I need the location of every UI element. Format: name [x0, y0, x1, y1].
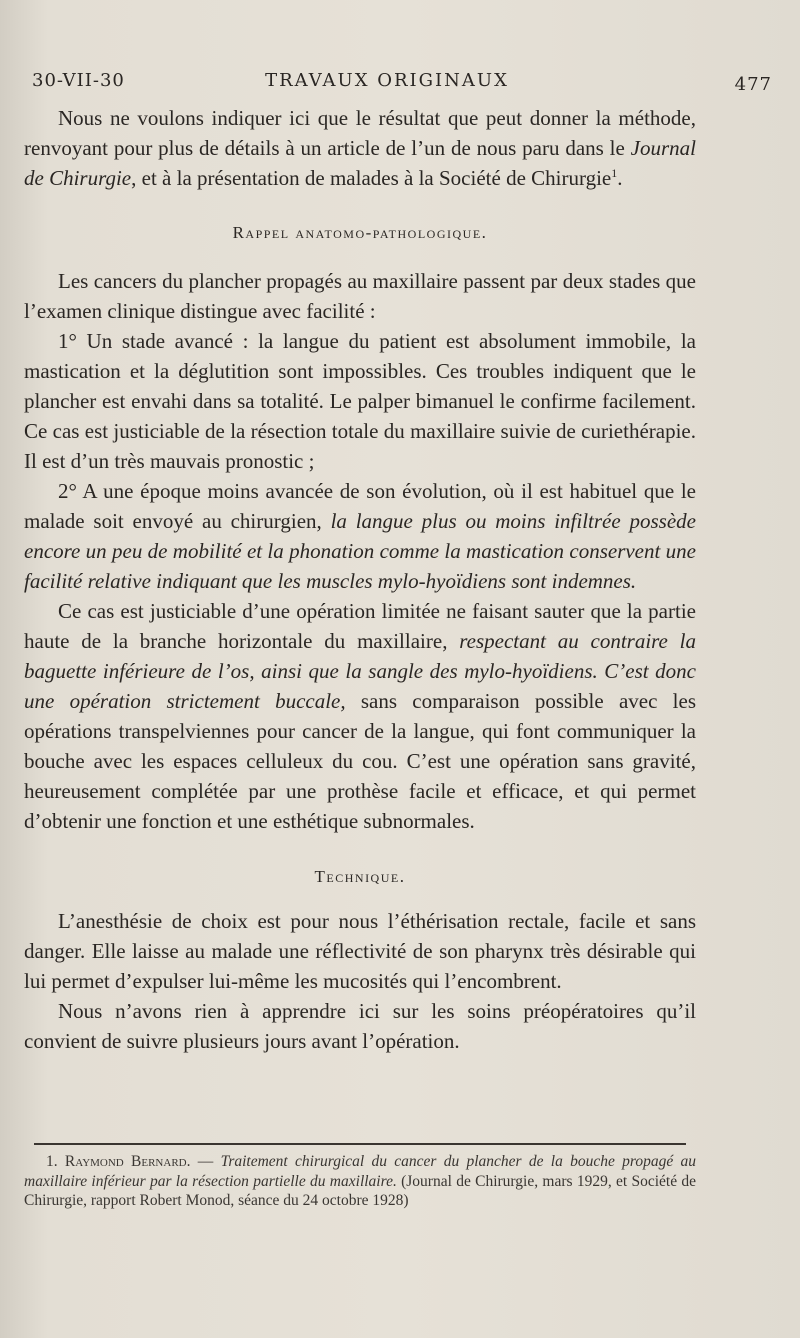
- journal-title: Journal de Chirurgie: [24, 136, 696, 190]
- footnote-divider: [34, 1143, 686, 1145]
- para4-text-b: sans comparaison possible avec les opérations transpelviennes pour cancer de la langue, qui font communiquer la bouche avec les espaces celluleux du cou. C’est une opération sans gravité, heureusement complétée par une prothèse facile et efficace, et qui permet d’obtenir une fonction et une esthétique subnormales.: [24, 689, 697, 833]
- footnote-number: 1.: [46, 1153, 58, 1170]
- para4-text-a: Ce cas est justiciable d’une opération limitée ne faisant sauter que la partie haute de la branche horizontale du maxillaire,: [24, 599, 696, 653]
- footnote-dash: —: [190, 1153, 221, 1170]
- intro-text-a: Nous ne voulons indiquer ici que le résultat que peut donner la méthode, renvoyant pour plus de détails à un article de l’un de nous paru dans le: [24, 106, 696, 160]
- section-heading-technique: Technique.: [314, 867, 406, 886]
- running-title: TRAVAUX ORIGINAUX: [265, 70, 509, 91]
- section-heading-rappel: Rappel anatomo-pathologique.: [232, 223, 488, 242]
- intro-text-c: .: [617, 166, 623, 190]
- footnote-rest: (Journal de Chirurgie, mars 1929, et Société de Chirurgie, rapport Robert Monod, séance du 24 octobre 1928): [24, 1172, 696, 1209]
- main-text: [24, 103, 696, 1056]
- paragraph-stades: Les cancers du plancher propagés au maxillaire passent par deux stades que l’examen clinique distingue avec facilité :: [24, 269, 696, 323]
- footnote-author: Raymond Bernard.: [64, 1153, 191, 1170]
- para3-text: 2° A une époque moins avancée de son évolution, où il est habituel que le malade soit envoyé au chirurgien,: [24, 479, 696, 533]
- paragraph-epoque-moins-avancee: [24, 476, 696, 596]
- para4-italic: respectant au contraire la baguette inférieure de l’os, ainsi que la sangle des mylo-hyoïdiens. C’est donc une opération strictement buccale,: [24, 629, 696, 713]
- footnote: [24, 1152, 696, 1211]
- header-date: 30-VII-30: [32, 70, 125, 91]
- para3-italic: la langue plus ou moins infiltrée possède encore un peu de mobilité et la phonation comme la mastication conservent une facilité relative indiquant que les muscles mylo-hyoïdiens sont indemnes.: [24, 509, 696, 593]
- running-header: [32, 70, 772, 96]
- page-number: 477: [734, 74, 772, 95]
- paragraph-stade-avance: 1° Un stade avancé : la langue du patient est absolument immobile, la mastication et la déglutition sont impossibles. Ces troubles indiquent que le plancher est envahi dans sa totalité. Le palper bimanuel le confirme facilement. Ce cas est justiciable de la résection totale du maxillaire suivie de curiethérapie. Il est d’un très mauvais pronostic ;: [24, 329, 696, 473]
- intro-paragraph: [24, 103, 696, 193]
- paragraph-soins-preoperatoires: Nous n’avons rien à apprendre ici sur les soins préopératoires qu’il convient de suivre plusieurs jours avant l’opération.: [24, 999, 696, 1053]
- footnote-title: Traitement chirurgical du cancer du plancher de la bouche propagé au maxillaire inférieur par la résection partielle du maxillaire.: [24, 1153, 697, 1190]
- intro-text-b: , et à la présentation de malades à la Société de Chirurgie: [131, 166, 612, 190]
- paragraph-operation-limitee: [24, 596, 696, 836]
- paragraph-anesthesie: L’anesthésie de choix est pour nous l’éthérisation rectale, facile et sans danger. Elle laisse au malade une réflectivité de son pharynx très désirable qui lui permet d’expulser lui-même les mucosités qui l’encombrent.: [24, 909, 696, 993]
- footnote-reference: 1: [611, 166, 618, 180]
